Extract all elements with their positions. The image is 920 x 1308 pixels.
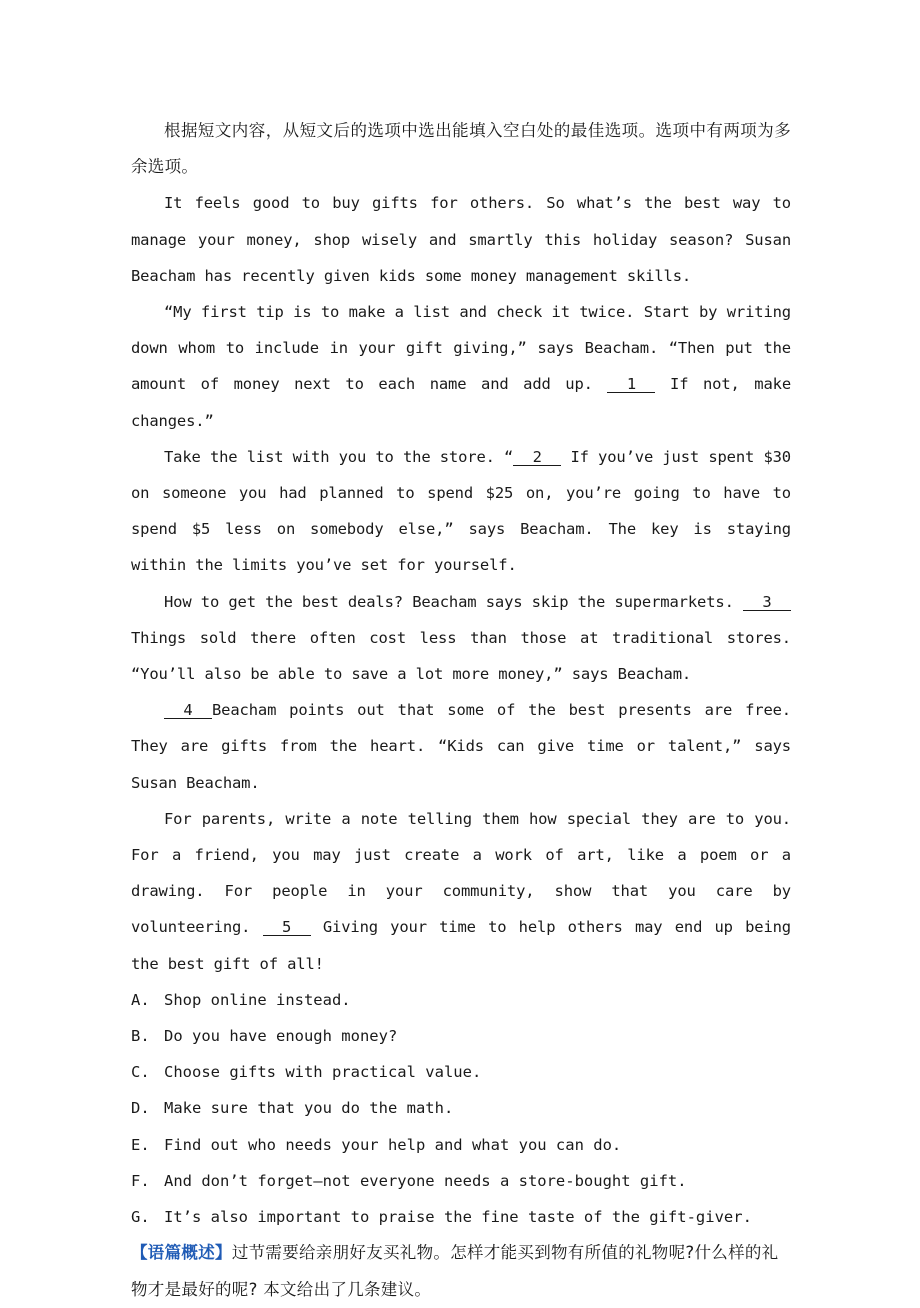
- option-letter: D.: [131, 1099, 150, 1118]
- option-b: [131, 1018, 791, 1054]
- paragraph-6-text-b: Giving your time to help others may end up being the best gift of all!: [131, 918, 791, 973]
- paragraph-2: [131, 294, 791, 439]
- option-a: [131, 982, 791, 1018]
- paragraph-3-text-a: Take the list with you to the store. “: [164, 447, 514, 466]
- option-letter: B.: [131, 1027, 150, 1046]
- summary-tag: 【语篇概述】: [131, 1243, 232, 1263]
- blank-4: 4: [164, 702, 212, 719]
- option-letter: E.: [131, 1135, 150, 1154]
- option-text: And don’t forget—not everyone needs a store-bought gift.: [164, 1171, 687, 1190]
- blank-1: 1: [607, 376, 655, 393]
- option-letter: F.: [131, 1171, 150, 1190]
- paragraph-3: [131, 439, 791, 584]
- option-text: Choose gifts with practical value.: [164, 1063, 482, 1082]
- option-g: [131, 1199, 791, 1235]
- paragraph-6-text-a: For parents, write a note telling them how special they are to you. For a friend, you may just create a work of art, like a poem or a drawing. For people in your community, show that you care by volunteering.: [131, 809, 791, 937]
- paragraph-3-text-b: If you’ve just spent $30 on someone you had planned to spend $25 on, you’re going to have to spend $5 less on somebody else,” says Beacham. The key is staying within the limits you’ve set for yourself.: [131, 447, 791, 575]
- document-page: [131, 113, 791, 1308]
- paragraph-4-text-a: How to get the best deals? Beacham says skip the supermarkets.: [164, 592, 734, 611]
- paragraph-2-text-a: “My first tip is to make a list and check it twice. Start by writing down whom to include in your gift giving,” says Beacham. “Then put the amount of money next to each name and add up.: [131, 303, 791, 394]
- instructions: 根据短文内容，从短文后的选项中选出能填入空白处的最佳选项。选项中有两项为多余选项。: [131, 121, 791, 177]
- paragraph-4-text-b: Things sold there often cost less than those at traditional stores. “You’ll also be able to save a lot more money,” says Beacham.: [131, 628, 791, 684]
- answer-options: [131, 982, 791, 1235]
- paragraph-5-text: Beacham points out that some of the best presents are free. They are gifts from the heart. “Kids can give time or talent,” says Susan Beacham.: [131, 701, 791, 792]
- paragraph-6: [131, 801, 791, 982]
- option-text: Find out who needs your help and what you can do.: [164, 1135, 622, 1154]
- blank-3: 3: [743, 594, 791, 611]
- option-e: [131, 1127, 791, 1163]
- option-text: Shop online instead.: [164, 990, 351, 1009]
- option-letter: C.: [131, 1063, 150, 1082]
- option-text: It’s also important to praise the fine taste of the gift-giver.: [164, 1208, 752, 1227]
- summary-text: 过节需要给亲朋好友买礼物。怎样才能买到物有所值的礼物呢?什么样的礼物才是最好的呢? 本文给出了几条建议。: [131, 1243, 779, 1299]
- blank-5: 5: [263, 919, 311, 936]
- option-d: [131, 1090, 791, 1126]
- option-c: [131, 1054, 791, 1090]
- paragraph-1: It feels good to buy gifts for others. So what’s the best way to manage your money, shop wisely and smartly this holiday season? Susan Beacham has recently given kids some money management skills.: [131, 194, 791, 285]
- passage-summary: [131, 1235, 791, 1307]
- option-text: Make sure that you do the math.: [164, 1099, 454, 1118]
- paragraph-2-text-b: If not, make changes.”: [131, 375, 792, 430]
- option-letter: G.: [131, 1208, 150, 1227]
- option-f: [131, 1163, 791, 1199]
- paragraph-5: [131, 692, 791, 801]
- option-letter: A.: [131, 990, 150, 1009]
- paragraph-4: [131, 584, 791, 693]
- blank-2: 2: [513, 449, 561, 466]
- option-text: Do you have enough money?: [164, 1027, 398, 1046]
